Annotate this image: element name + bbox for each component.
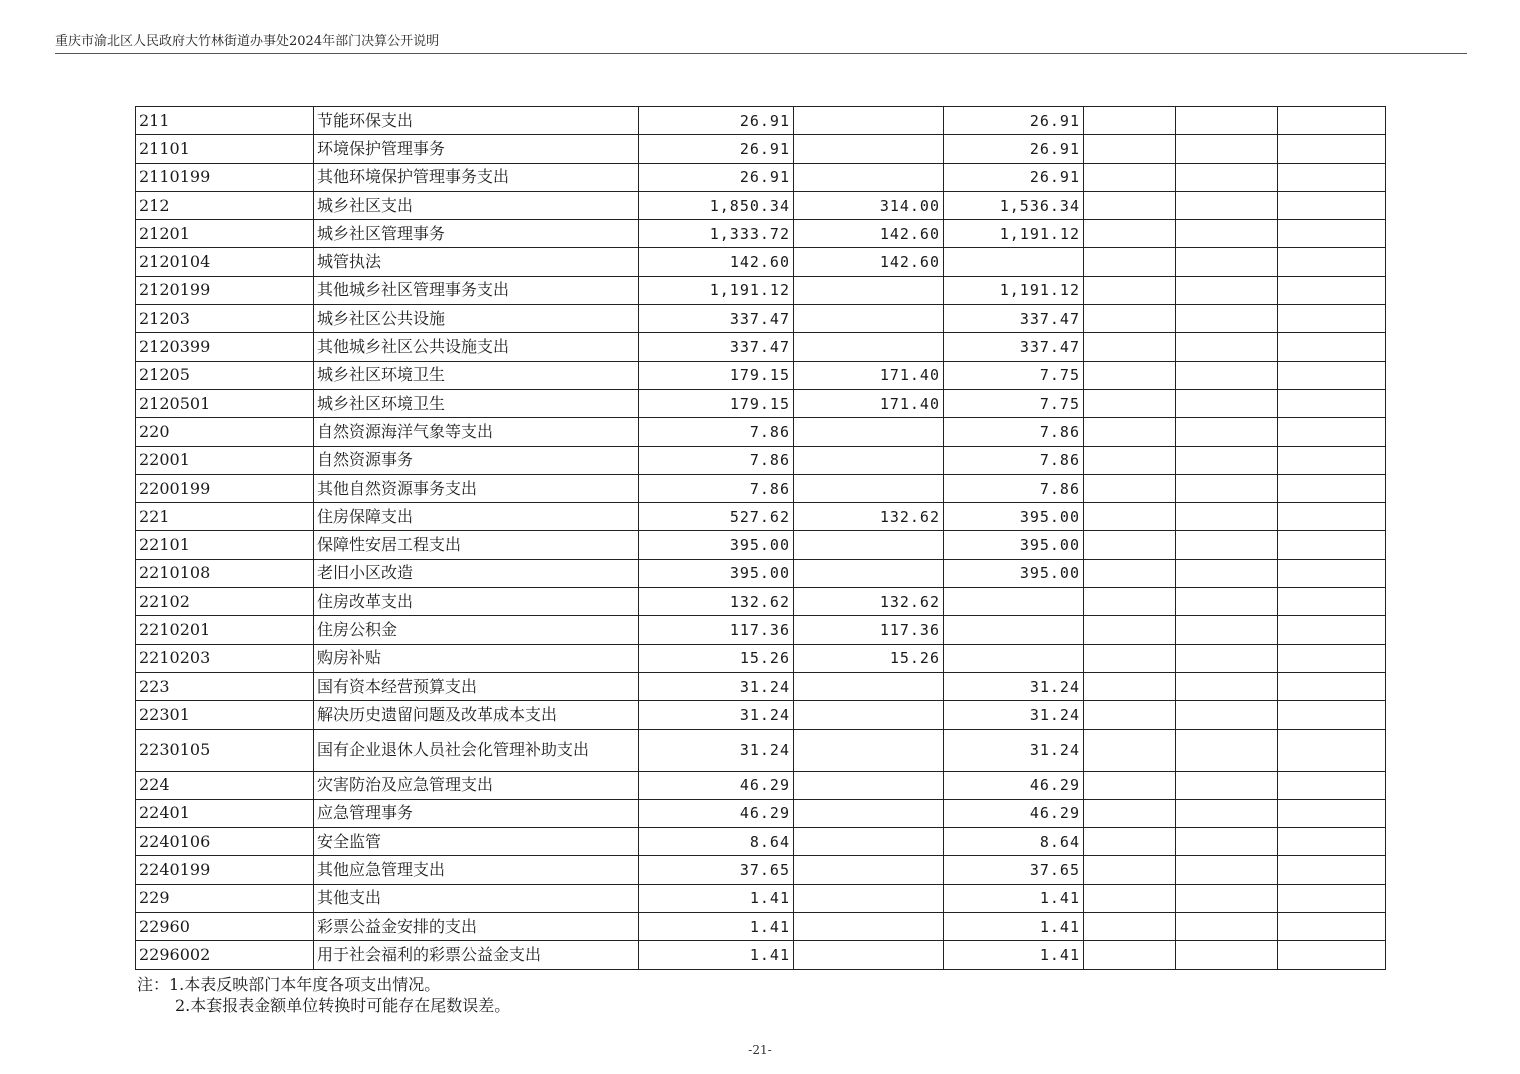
empty-cell xyxy=(1084,503,1176,531)
total-expenditure-cell: 1.41 xyxy=(639,941,794,969)
empty-cell xyxy=(1176,474,1278,502)
expenditure-table xyxy=(135,106,1386,970)
empty-cell xyxy=(1278,389,1386,417)
basic-expenditure-cell xyxy=(794,276,944,304)
table-row xyxy=(136,588,1386,616)
empty-cell xyxy=(1176,701,1278,729)
project-expenditure-cell: 46.29 xyxy=(944,771,1084,799)
total-expenditure-cell: 46.29 xyxy=(639,799,794,827)
empty-cell xyxy=(1084,799,1176,827)
subject-name-cell: 自然资源事务 xyxy=(314,446,639,474)
basic-expenditure-cell: 314.00 xyxy=(794,191,944,219)
subject-name-cell: 住房公积金 xyxy=(314,616,639,644)
empty-cell xyxy=(1278,135,1386,163)
subject-name-cell: 国有企业退休人员社会化管理补助支出 xyxy=(314,729,639,771)
table-row xyxy=(136,828,1386,856)
empty-cell xyxy=(1084,333,1176,361)
table-row xyxy=(136,771,1386,799)
table-row xyxy=(136,333,1386,361)
subject-code-cell: 2120501 xyxy=(136,389,314,417)
project-expenditure-cell: 7.86 xyxy=(944,474,1084,502)
basic-expenditure-cell xyxy=(794,418,944,446)
total-expenditure-cell: 395.00 xyxy=(639,559,794,587)
total-expenditure-cell: 179.15 xyxy=(639,389,794,417)
empty-cell xyxy=(1084,220,1176,248)
subject-code-cell: 21201 xyxy=(136,220,314,248)
empty-cell xyxy=(1176,856,1278,884)
empty-cell xyxy=(1084,474,1176,502)
project-expenditure-cell: 395.00 xyxy=(944,503,1084,531)
empty-cell xyxy=(1176,503,1278,531)
empty-cell xyxy=(1084,828,1176,856)
project-expenditure-cell: 7.75 xyxy=(944,389,1084,417)
table-row xyxy=(136,531,1386,559)
subject-code-cell: 2120104 xyxy=(136,248,314,276)
basic-expenditure-cell: 15.26 xyxy=(794,644,944,672)
table-row xyxy=(136,913,1386,941)
basic-expenditure-cell: 142.60 xyxy=(794,248,944,276)
empty-cell xyxy=(1278,531,1386,559)
empty-cell xyxy=(1084,418,1176,446)
basic-expenditure-cell: 142.60 xyxy=(794,220,944,248)
empty-cell xyxy=(1278,729,1386,771)
empty-cell xyxy=(1278,361,1386,389)
table-row xyxy=(136,559,1386,587)
subject-name-cell: 其他环境保护管理事务支出 xyxy=(314,163,639,191)
subject-code-cell: 21101 xyxy=(136,135,314,163)
note-line-2: 2.本套报表金额单位转换时可能存在尾数误差。 xyxy=(175,996,511,1015)
empty-cell xyxy=(1084,884,1176,912)
basic-expenditure-cell xyxy=(794,701,944,729)
project-expenditure-cell: 26.91 xyxy=(944,107,1084,135)
empty-cell xyxy=(1084,616,1176,644)
table-row xyxy=(136,644,1386,672)
empty-cell xyxy=(1278,856,1386,884)
table-row xyxy=(136,941,1386,969)
subject-name-cell: 城管执法 xyxy=(314,248,639,276)
basic-expenditure-cell xyxy=(794,941,944,969)
subject-code-cell: 2120199 xyxy=(136,276,314,304)
subject-code-cell: 2210108 xyxy=(136,559,314,587)
subject-code-cell: 21205 xyxy=(136,361,314,389)
project-expenditure-cell: 37.65 xyxy=(944,856,1084,884)
total-expenditure-cell: 132.62 xyxy=(639,588,794,616)
empty-cell xyxy=(1084,276,1176,304)
table-row xyxy=(136,135,1386,163)
table-row xyxy=(136,305,1386,333)
empty-cell xyxy=(1176,248,1278,276)
subject-code-cell: 22401 xyxy=(136,799,314,827)
subject-name-cell: 其他城乡社区公共设施支出 xyxy=(314,333,639,361)
table-row xyxy=(136,389,1386,417)
total-expenditure-cell: 8.64 xyxy=(639,828,794,856)
project-expenditure-cell: 31.24 xyxy=(944,729,1084,771)
total-expenditure-cell: 1,333.72 xyxy=(639,220,794,248)
project-expenditure-cell: 337.47 xyxy=(944,333,1084,361)
table-row xyxy=(136,474,1386,502)
table-row xyxy=(136,729,1386,771)
basic-expenditure-cell xyxy=(794,729,944,771)
subject-code-cell: 2110199 xyxy=(136,163,314,191)
basic-expenditure-cell xyxy=(794,913,944,941)
project-expenditure-cell: 26.91 xyxy=(944,135,1084,163)
empty-cell xyxy=(1176,107,1278,135)
subject-name-cell: 灾害防治及应急管理支出 xyxy=(314,771,639,799)
subject-code-cell: 2296002 xyxy=(136,941,314,969)
subject-code-cell: 22960 xyxy=(136,913,314,941)
total-expenditure-cell: 1,191.12 xyxy=(639,276,794,304)
subject-name-cell: 用于社会福利的彩票公益金支出 xyxy=(314,941,639,969)
empty-cell xyxy=(1176,559,1278,587)
table-row xyxy=(136,107,1386,135)
project-expenditure-cell xyxy=(944,644,1084,672)
empty-cell xyxy=(1084,531,1176,559)
empty-cell xyxy=(1278,248,1386,276)
total-expenditure-cell: 26.91 xyxy=(639,135,794,163)
total-expenditure-cell: 26.91 xyxy=(639,163,794,191)
subject-name-cell: 环境保护管理事务 xyxy=(314,135,639,163)
empty-cell xyxy=(1176,191,1278,219)
note-line-1: 注：1.本表反映部门本年度各项支出情况。 xyxy=(137,975,441,994)
table-row xyxy=(136,191,1386,219)
total-expenditure-cell: 1,850.34 xyxy=(639,191,794,219)
subject-name-cell: 自然资源海洋气象等支出 xyxy=(314,418,639,446)
subject-name-cell: 其他自然资源事务支出 xyxy=(314,474,639,502)
empty-cell xyxy=(1278,701,1386,729)
empty-cell xyxy=(1278,474,1386,502)
total-expenditure-cell: 37.65 xyxy=(639,856,794,884)
subject-name-cell: 彩票公益金安排的支出 xyxy=(314,913,639,941)
empty-cell xyxy=(1084,729,1176,771)
total-expenditure-cell: 395.00 xyxy=(639,531,794,559)
empty-cell xyxy=(1084,672,1176,700)
empty-cell xyxy=(1278,418,1386,446)
document-header-title: 重庆市渝北区人民政府大竹林街道办事处2024年部门决算公开说明 xyxy=(55,34,440,49)
empty-cell xyxy=(1176,799,1278,827)
subject-code-cell: 22001 xyxy=(136,446,314,474)
subject-name-cell: 安全监管 xyxy=(314,828,639,856)
basic-expenditure-cell xyxy=(794,163,944,191)
subject-code-cell: 220 xyxy=(136,418,314,446)
table-row xyxy=(136,884,1386,912)
empty-cell xyxy=(1278,616,1386,644)
subject-code-cell: 223 xyxy=(136,672,314,700)
table-row xyxy=(136,616,1386,644)
empty-cell xyxy=(1278,559,1386,587)
empty-cell xyxy=(1176,588,1278,616)
subject-code-cell: 221 xyxy=(136,503,314,531)
subject-code-cell: 212 xyxy=(136,191,314,219)
subject-name-cell: 城乡社区环境卫生 xyxy=(314,389,639,417)
total-expenditure-cell: 26.91 xyxy=(639,107,794,135)
empty-cell xyxy=(1176,220,1278,248)
table-row xyxy=(136,701,1386,729)
basic-expenditure-cell xyxy=(794,799,944,827)
empty-cell xyxy=(1278,276,1386,304)
empty-cell xyxy=(1176,644,1278,672)
subject-code-cell: 2120399 xyxy=(136,333,314,361)
subject-code-cell: 2210203 xyxy=(136,644,314,672)
total-expenditure-cell: 1.41 xyxy=(639,913,794,941)
subject-name-cell: 城乡社区环境卫生 xyxy=(314,361,639,389)
table-row xyxy=(136,220,1386,248)
empty-cell xyxy=(1176,729,1278,771)
subject-code-cell: 2230105 xyxy=(136,729,314,771)
page-number: -21- xyxy=(748,1043,772,1057)
empty-cell xyxy=(1084,191,1176,219)
subject-name-cell: 其他应急管理支出 xyxy=(314,856,639,884)
table-row xyxy=(136,799,1386,827)
empty-cell xyxy=(1278,941,1386,969)
empty-cell xyxy=(1176,616,1278,644)
basic-expenditure-cell xyxy=(794,856,944,884)
project-expenditure-cell: 31.24 xyxy=(944,672,1084,700)
empty-cell xyxy=(1176,276,1278,304)
empty-cell xyxy=(1278,884,1386,912)
project-expenditure-cell xyxy=(944,588,1084,616)
empty-cell xyxy=(1084,771,1176,799)
subject-name-cell: 其他支出 xyxy=(314,884,639,912)
table-row xyxy=(136,503,1386,531)
table-notes xyxy=(137,974,510,1016)
subject-code-cell: 2200199 xyxy=(136,474,314,502)
project-expenditure-cell: 1.41 xyxy=(944,913,1084,941)
empty-cell xyxy=(1278,305,1386,333)
empty-cell xyxy=(1084,305,1176,333)
total-expenditure-cell: 7.86 xyxy=(639,418,794,446)
total-expenditure-cell: 179.15 xyxy=(639,361,794,389)
empty-cell xyxy=(1084,446,1176,474)
empty-cell xyxy=(1176,446,1278,474)
basic-expenditure-cell xyxy=(794,446,944,474)
subject-code-cell: 22102 xyxy=(136,588,314,616)
empty-cell xyxy=(1278,799,1386,827)
project-expenditure-cell: 337.47 xyxy=(944,305,1084,333)
empty-cell xyxy=(1278,588,1386,616)
empty-cell xyxy=(1084,644,1176,672)
table-row xyxy=(136,276,1386,304)
empty-cell xyxy=(1176,771,1278,799)
total-expenditure-cell: 1.41 xyxy=(639,884,794,912)
table-row xyxy=(136,856,1386,884)
project-expenditure-cell: 31.24 xyxy=(944,701,1084,729)
empty-cell xyxy=(1176,361,1278,389)
basic-expenditure-cell xyxy=(794,333,944,361)
table-row xyxy=(136,672,1386,700)
empty-cell xyxy=(1084,248,1176,276)
subject-code-cell: 22101 xyxy=(136,531,314,559)
basic-expenditure-cell: 171.40 xyxy=(794,361,944,389)
empty-cell xyxy=(1084,389,1176,417)
empty-cell xyxy=(1176,828,1278,856)
subject-name-cell: 老旧小区改造 xyxy=(314,559,639,587)
project-expenditure-cell: 395.00 xyxy=(944,531,1084,559)
empty-cell xyxy=(1176,389,1278,417)
subject-code-cell: 21203 xyxy=(136,305,314,333)
empty-cell xyxy=(1176,672,1278,700)
empty-cell xyxy=(1278,913,1386,941)
empty-cell xyxy=(1084,559,1176,587)
total-expenditure-cell: 7.86 xyxy=(639,474,794,502)
empty-cell xyxy=(1176,135,1278,163)
empty-cell xyxy=(1278,107,1386,135)
table-row xyxy=(136,418,1386,446)
project-expenditure-cell: 7.75 xyxy=(944,361,1084,389)
basic-expenditure-cell xyxy=(794,107,944,135)
subject-name-cell: 解决历史遗留问题及改革成本支出 xyxy=(314,701,639,729)
empty-cell xyxy=(1278,503,1386,531)
project-expenditure-cell: 1.41 xyxy=(944,941,1084,969)
basic-expenditure-cell xyxy=(794,305,944,333)
total-expenditure-cell: 337.47 xyxy=(639,305,794,333)
table-row xyxy=(136,248,1386,276)
empty-cell xyxy=(1084,856,1176,884)
basic-expenditure-cell xyxy=(794,135,944,163)
basic-expenditure-cell: 117.36 xyxy=(794,616,944,644)
basic-expenditure-cell xyxy=(794,771,944,799)
empty-cell xyxy=(1176,333,1278,361)
subject-code-cell: 224 xyxy=(136,771,314,799)
empty-cell xyxy=(1084,163,1176,191)
subject-code-cell: 2240199 xyxy=(136,856,314,884)
empty-cell xyxy=(1278,672,1386,700)
subject-code-cell: 229 xyxy=(136,884,314,912)
subject-code-cell: 2210201 xyxy=(136,616,314,644)
empty-cell xyxy=(1084,135,1176,163)
empty-cell xyxy=(1278,220,1386,248)
subject-name-cell: 住房保障支出 xyxy=(314,503,639,531)
basic-expenditure-cell xyxy=(794,531,944,559)
basic-expenditure-cell xyxy=(794,884,944,912)
subject-code-cell: 22301 xyxy=(136,701,314,729)
project-expenditure-cell xyxy=(944,248,1084,276)
project-expenditure-cell: 7.86 xyxy=(944,446,1084,474)
subject-name-cell: 购房补贴 xyxy=(314,644,639,672)
total-expenditure-cell: 31.24 xyxy=(639,729,794,771)
empty-cell xyxy=(1084,588,1176,616)
subject-code-cell: 2240106 xyxy=(136,828,314,856)
empty-cell xyxy=(1176,418,1278,446)
subject-code-cell: 211 xyxy=(136,107,314,135)
total-expenditure-cell: 31.24 xyxy=(639,672,794,700)
empty-cell xyxy=(1084,361,1176,389)
basic-expenditure-cell xyxy=(794,474,944,502)
project-expenditure-cell: 1,191.12 xyxy=(944,276,1084,304)
subject-name-cell: 城乡社区支出 xyxy=(314,191,639,219)
empty-cell xyxy=(1084,701,1176,729)
subject-name-cell: 其他城乡社区管理事务支出 xyxy=(314,276,639,304)
empty-cell xyxy=(1084,913,1176,941)
total-expenditure-cell: 46.29 xyxy=(639,771,794,799)
basic-expenditure-cell: 132.62 xyxy=(794,503,944,531)
empty-cell xyxy=(1278,333,1386,361)
empty-cell xyxy=(1176,884,1278,912)
empty-cell xyxy=(1176,531,1278,559)
basic-expenditure-cell xyxy=(794,559,944,587)
empty-cell xyxy=(1084,941,1176,969)
total-expenditure-cell: 337.47 xyxy=(639,333,794,361)
total-expenditure-cell: 117.36 xyxy=(639,616,794,644)
project-expenditure-cell: 1,536.34 xyxy=(944,191,1084,219)
total-expenditure-cell: 15.26 xyxy=(639,644,794,672)
project-expenditure-cell: 26.91 xyxy=(944,163,1084,191)
empty-cell xyxy=(1278,771,1386,799)
empty-cell xyxy=(1176,163,1278,191)
project-expenditure-cell: 7.86 xyxy=(944,418,1084,446)
empty-cell xyxy=(1278,644,1386,672)
project-expenditure-cell: 1,191.12 xyxy=(944,220,1084,248)
total-expenditure-cell: 31.24 xyxy=(639,701,794,729)
basic-expenditure-cell xyxy=(794,828,944,856)
empty-cell xyxy=(1278,191,1386,219)
header-divider xyxy=(55,53,1467,54)
empty-cell xyxy=(1278,828,1386,856)
basic-expenditure-cell: 132.62 xyxy=(794,588,944,616)
total-expenditure-cell: 7.86 xyxy=(639,446,794,474)
empty-cell xyxy=(1176,305,1278,333)
subject-name-cell: 保障性安居工程支出 xyxy=(314,531,639,559)
empty-cell xyxy=(1278,446,1386,474)
total-expenditure-cell: 527.62 xyxy=(639,503,794,531)
project-expenditure-cell xyxy=(944,616,1084,644)
basic-expenditure-cell xyxy=(794,672,944,700)
empty-cell xyxy=(1176,913,1278,941)
empty-cell xyxy=(1176,941,1278,969)
total-expenditure-cell: 142.60 xyxy=(639,248,794,276)
table-row xyxy=(136,163,1386,191)
subject-name-cell: 应急管理事务 xyxy=(314,799,639,827)
basic-expenditure-cell: 171.40 xyxy=(794,389,944,417)
subject-name-cell: 节能环保支出 xyxy=(314,107,639,135)
subject-name-cell: 住房改革支出 xyxy=(314,588,639,616)
project-expenditure-cell: 395.00 xyxy=(944,559,1084,587)
subject-name-cell: 城乡社区管理事务 xyxy=(314,220,639,248)
empty-cell xyxy=(1084,107,1176,135)
project-expenditure-cell: 1.41 xyxy=(944,884,1084,912)
table-row xyxy=(136,361,1386,389)
subject-name-cell: 国有资本经营预算支出 xyxy=(314,672,639,700)
subject-name-cell: 城乡社区公共设施 xyxy=(314,305,639,333)
table-row xyxy=(136,446,1386,474)
empty-cell xyxy=(1278,163,1386,191)
project-expenditure-cell: 8.64 xyxy=(944,828,1084,856)
project-expenditure-cell: 46.29 xyxy=(944,799,1084,827)
